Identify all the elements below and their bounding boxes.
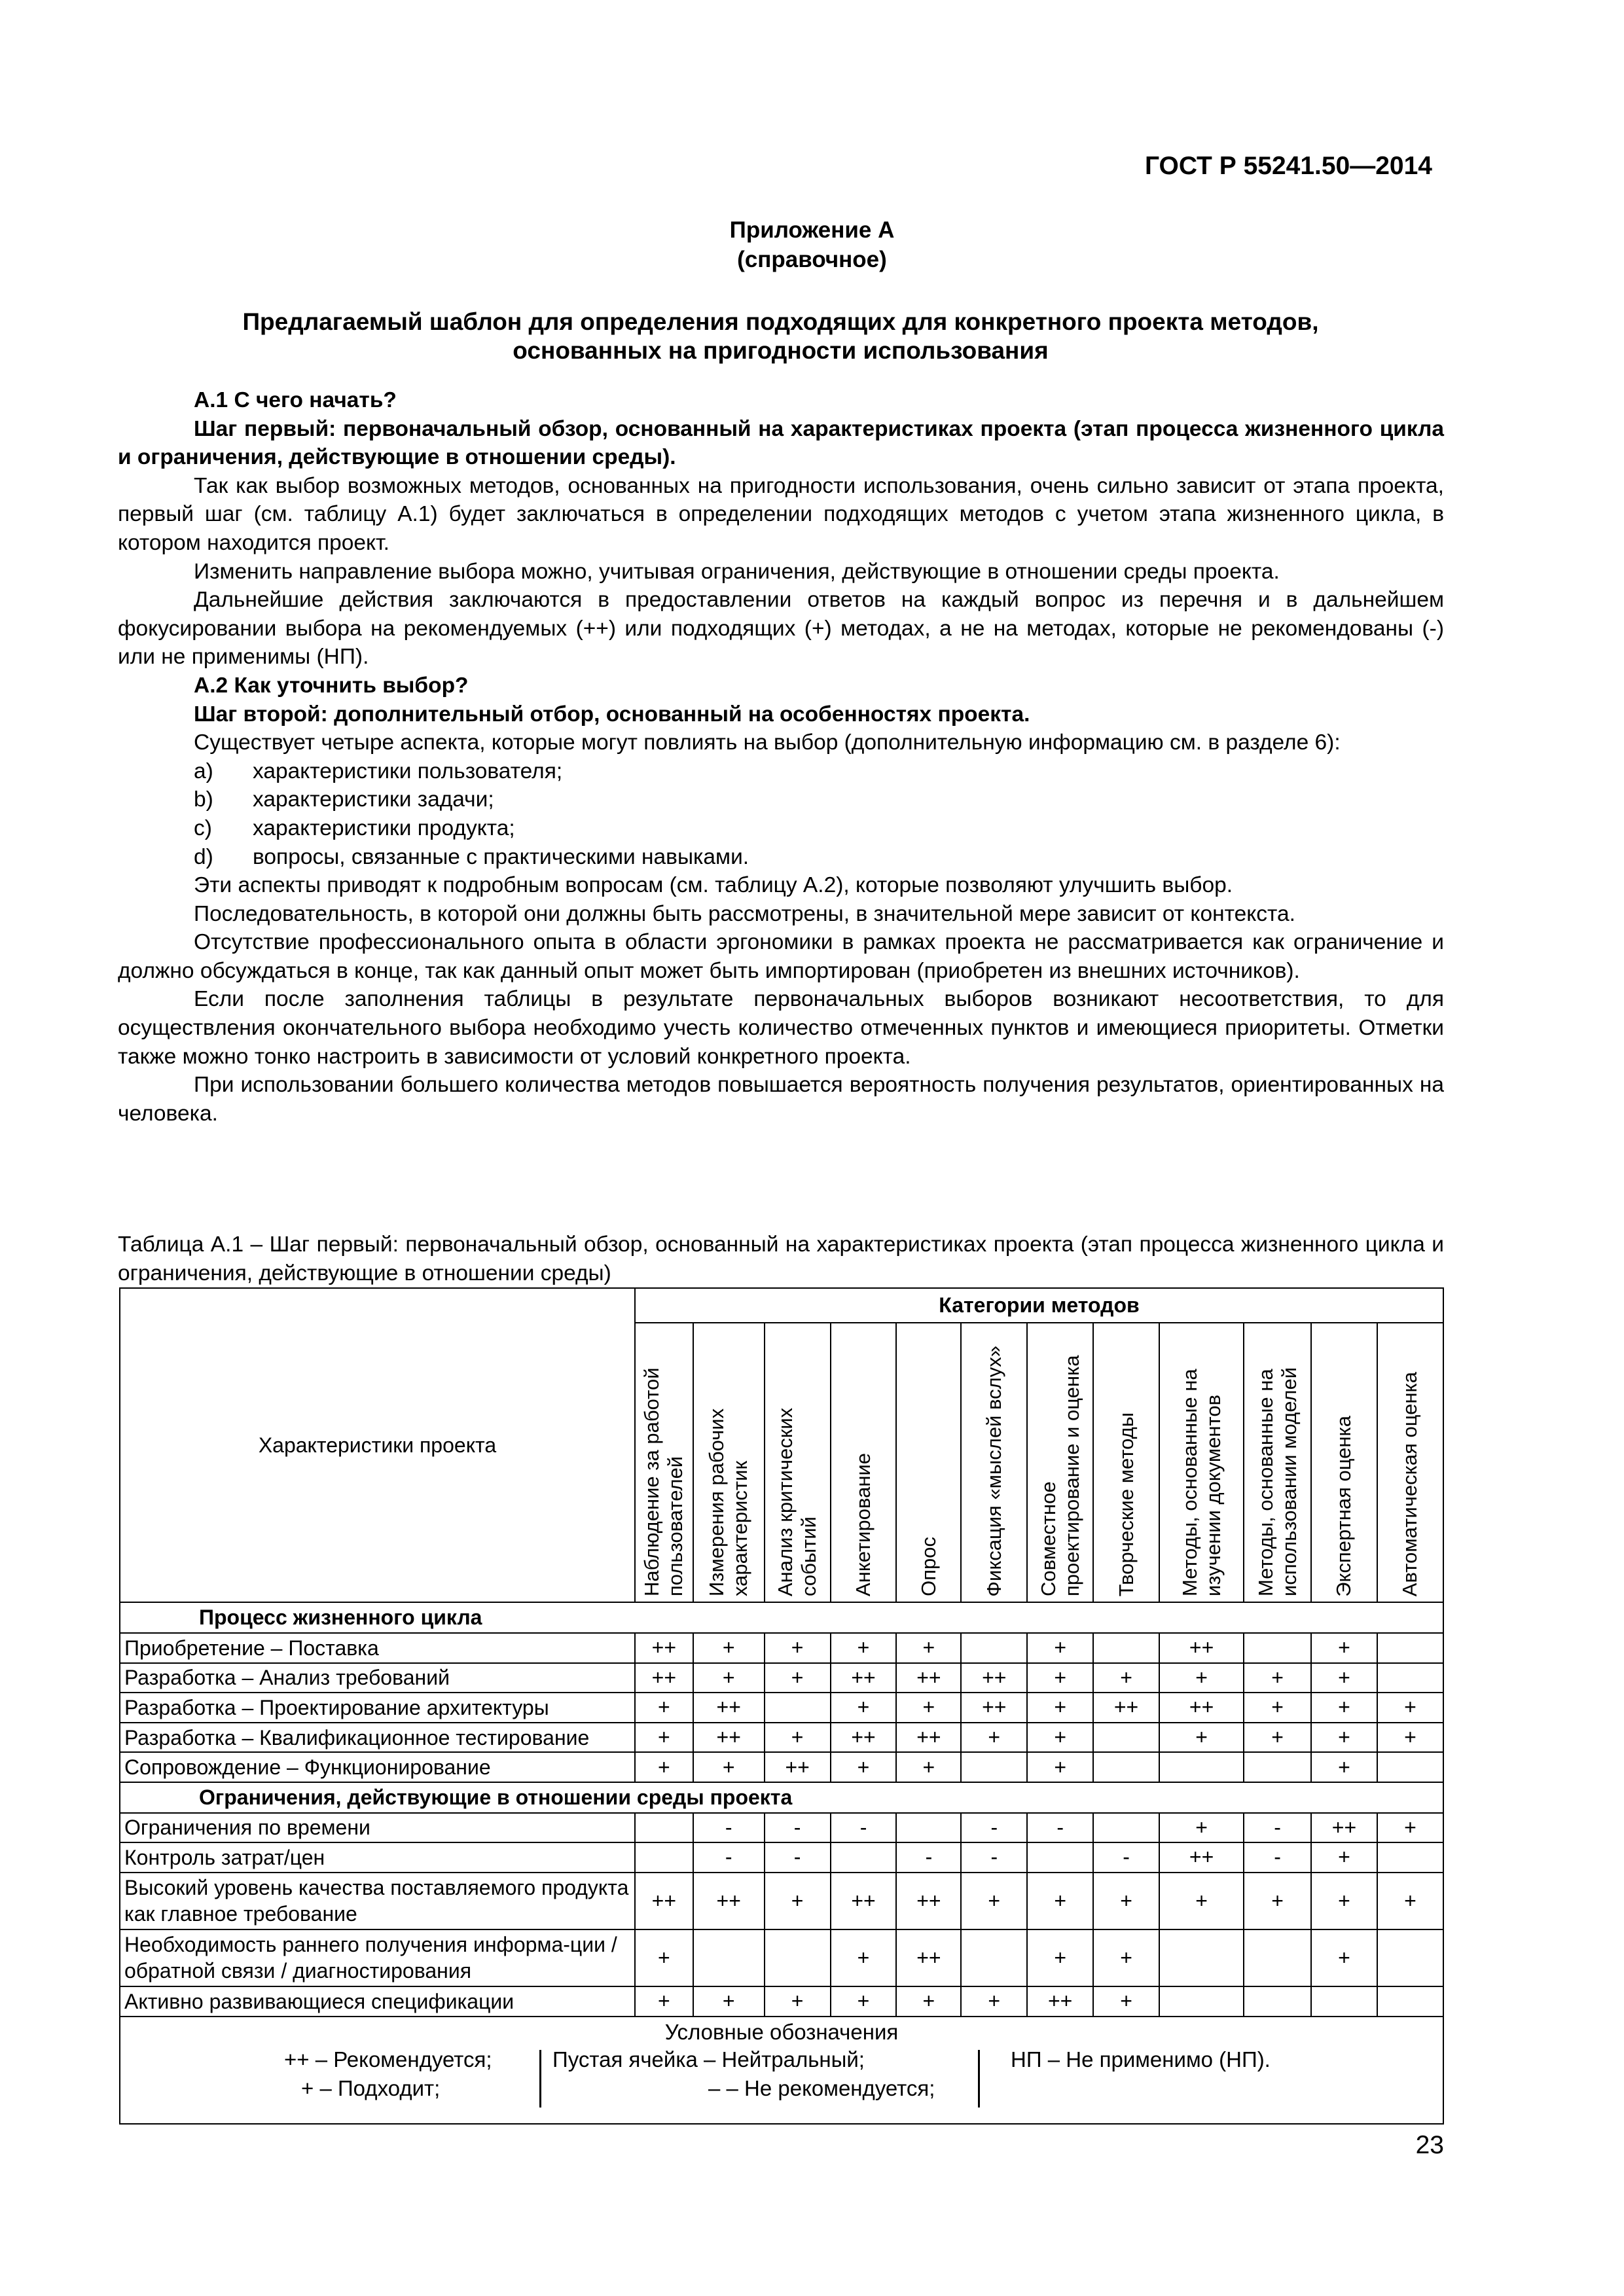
mark-cell: + [1027, 1752, 1093, 1782]
row-label: Сопровождение – Функционирование [120, 1752, 635, 1782]
mark-cell: ++ [693, 1873, 765, 1929]
mark-cell [765, 1929, 831, 1986]
method-categories-header: Категории методов [635, 1288, 1443, 1323]
table-caption: Таблица А.1 – Шаг первый: первоначальный обзор, основанный на характеристиках проекта (этап процесса жизненного цикла и ограничения, действующие в отношении среды) [118, 1232, 1444, 1285]
mark-cell: ++ [831, 1873, 897, 1929]
method-name: Методы, основанные на использовании моделей [1254, 1367, 1301, 1597]
mark-cell: ++ [635, 1633, 693, 1663]
mark-cell: + [961, 1873, 1027, 1929]
mark-cell: - [693, 1813, 765, 1843]
method-column-header [635, 1323, 693, 1603]
row-label: Активно развивающиеся спецификации [120, 1986, 635, 2017]
mark-cell: ++ [961, 1693, 1027, 1723]
project-characteristics-header: Характеристики проекта [120, 1288, 635, 1602]
method-name: Измерения рабочих характеристик [705, 1408, 752, 1597]
list-item [194, 814, 1444, 843]
mark-cell: ++ [1159, 1842, 1244, 1873]
method-name: Анкетирование [852, 1453, 875, 1597]
table-row [120, 1693, 1443, 1723]
table-row [120, 1633, 1443, 1663]
method-column-header [831, 1323, 897, 1603]
legend-title: Условные обозначения [664, 2019, 899, 2044]
row-label: Ограничения по времени [120, 1813, 635, 1843]
method-column-header [765, 1323, 831, 1603]
mark-cell: + [635, 1986, 693, 2017]
mark-cell: + [961, 1986, 1027, 2017]
mark-cell [1311, 1986, 1377, 2017]
methods-table [119, 1287, 1444, 2125]
mark-cell: + [831, 1986, 897, 2017]
mark-cell: + [1093, 1929, 1159, 1986]
method-column-header [1159, 1323, 1244, 1603]
table-row [120, 1723, 1443, 1753]
a1-paragraph-1: Так как выбор возможных методов, основанных на пригодности использования, очень сильно зависит от этапа проекта, первый шаг (см. таблицу А.1) будет заключаться в определении подходящих методов с учетом этапа жизненного цикла, в котором находится проект. [118, 473, 1444, 555]
mark-cell: ++ [693, 1723, 765, 1753]
method-name: Методы, основанные на изучении документов [1178, 1369, 1225, 1597]
mark-cell: + [1159, 1663, 1244, 1693]
mark-cell: + [896, 1633, 961, 1663]
mark-cell: + [1377, 1873, 1443, 1929]
row-label: Разработка – Проектирование архитектуры [120, 1693, 635, 1723]
legend-grid [120, 2045, 1443, 2117]
table-row [120, 1813, 1443, 1843]
mark-cell: + [765, 1723, 831, 1753]
mark-cell [1027, 1842, 1093, 1873]
mark-cell: ++ [961, 1663, 1027, 1693]
mark-cell: - [1244, 1842, 1311, 1873]
mark-cell: + [896, 1752, 961, 1782]
list-item [194, 843, 1444, 872]
mark-cell: + [1027, 1873, 1093, 1929]
mark-cell: + [1159, 1723, 1244, 1753]
mark-cell [831, 1842, 897, 1873]
mark-cell: ++ [896, 1723, 961, 1753]
method-column-header [1311, 1323, 1377, 1603]
mark-cell: + [1244, 1693, 1311, 1723]
mark-cell: - [831, 1813, 897, 1843]
legend-suitable: + – Подходит; [301, 2075, 441, 2100]
legend-divider [978, 2050, 980, 2108]
mark-cell [961, 1929, 1027, 1986]
mark-cell: ++ [765, 1752, 831, 1782]
section-header: Процесс жизненного цикла [120, 1602, 1443, 1633]
a2-paragraph-6: При использовании большего количества методов повышается вероятность получения результатов, ориентированных на человека. [118, 1073, 1444, 1126]
mark-cell [1244, 1986, 1311, 2017]
list-marker: b) [194, 787, 213, 812]
method-name: Анализ критических событий [774, 1408, 821, 1597]
mark-cell: + [1311, 1842, 1377, 1873]
mark-cell: + [693, 1986, 765, 2017]
mark-cell: + [635, 1929, 693, 1986]
row-label: Необходимость раннего получения информа-ции / обратной связи / диагностирования [120, 1929, 635, 1986]
mark-cell: - [961, 1842, 1027, 1873]
mark-cell: + [1377, 1723, 1443, 1753]
mark-cell [1159, 1929, 1244, 1986]
mark-cell [1377, 1633, 1443, 1663]
mark-cell: + [831, 1752, 897, 1782]
method-column-header [1377, 1323, 1443, 1603]
mark-cell [1159, 1986, 1244, 2017]
mark-cell [896, 1813, 961, 1843]
row-label: Разработка – Квалификационное тестирование [120, 1723, 635, 1753]
table-row [120, 1842, 1443, 1873]
mark-cell [1244, 1633, 1311, 1663]
mark-cell: + [693, 1752, 765, 1782]
list-item [194, 757, 1444, 786]
mark-cell: + [1311, 1873, 1377, 1929]
mark-cell: ++ [693, 1693, 765, 1723]
mark-cell: ++ [896, 1873, 961, 1929]
mark-cell: ++ [1093, 1693, 1159, 1723]
mark-cell [1377, 1842, 1443, 1873]
mark-cell: ++ [1159, 1693, 1244, 1723]
mark-cell [693, 1929, 765, 1986]
mark-cell [765, 1693, 831, 1723]
legend-recommended: ++ – Рекомендуется; [284, 2047, 492, 2072]
mark-cell: + [1311, 1752, 1377, 1782]
method-column-header [896, 1323, 961, 1603]
main-title-line-2: основанных на пригодности использования [513, 337, 1049, 364]
method-name: Опрос [916, 1537, 940, 1597]
list-marker: c) [194, 816, 212, 840]
method-name: Экспертная оценка [1332, 1415, 1356, 1597]
mark-cell: ++ [831, 1663, 897, 1693]
table-row [120, 1873, 1443, 1929]
list-text: вопросы, связанные с практическими навыками. [253, 844, 749, 869]
a2-paragraph-5: Если после заполнения таблицы в результате первоначальных выборов возникают несоответствия, то для осуществления окончательного выбора необходимо учесть количество отмеченных пунктов и имеющиеся приоритеты. Отметки также можно тонко настроить в зависимости от условий конкретного проекта. [118, 987, 1444, 1069]
mark-cell [1377, 1752, 1443, 1782]
row-label: Разработка – Анализ требований [120, 1663, 635, 1693]
mark-cell: + [896, 1986, 961, 2017]
mark-cell: ++ [635, 1873, 693, 1929]
mark-cell: + [896, 1693, 961, 1723]
mark-cell: + [1311, 1693, 1377, 1723]
mark-cell: + [1377, 1693, 1443, 1723]
row-label: Приобретение – Поставка [120, 1633, 635, 1663]
list-text: характеристики пользователя; [253, 759, 563, 783]
method-column-header [1244, 1323, 1311, 1603]
mark-cell: ++ [1027, 1986, 1093, 2017]
legend-neutral: Пустая ячейка – Нейтральный; [552, 2047, 865, 2072]
section-header: Ограничения, действующие в отношении среды проекта [120, 1782, 1443, 1813]
mark-cell [1377, 1986, 1443, 2017]
mark-cell [1093, 1723, 1159, 1753]
mark-cell: + [693, 1663, 765, 1693]
mark-cell: + [831, 1633, 897, 1663]
mark-cell [1093, 1633, 1159, 1663]
legend-not-applicable: НП – Не применимо (НП). [1011, 2047, 1271, 2072]
method-column-header [693, 1323, 765, 1603]
a1-paragraph-3: Дальнейшие действия заключаются в предоставлении ответов на каждый вопрос из перечня и в дальнейшем фокусировании выбора на рекомендуемых (++) или подходящих (+) методах, а не на методах, которые не рекомендованы (-) или не применимы (НП). [118, 588, 1444, 670]
document-id: ГОСТ Р 55241.50—2014 [1144, 152, 1432, 180]
legend-divider [539, 2050, 541, 2108]
mark-cell: - [896, 1842, 961, 1873]
legend [120, 2017, 1443, 2124]
mark-cell: - [1027, 1813, 1093, 1843]
mark-cell: + [765, 1873, 831, 1929]
mark-cell: + [1244, 1723, 1311, 1753]
mark-cell [961, 1633, 1027, 1663]
a2-paragraph-1: Существует четыре аспекта, которые могут повлиять на выбор (дополнительную информацию см. в разделе 6): [194, 730, 1341, 755]
mark-cell: + [1027, 1929, 1093, 1986]
method-column-header [1093, 1323, 1159, 1603]
mark-cell [1159, 1752, 1244, 1782]
mark-cell: - [765, 1842, 831, 1873]
mark-cell: ++ [896, 1929, 961, 1986]
a1-step: Шаг первый: первоначальный обзор, основанный на характеристиках проекта (этап процесса жизненного цикла и ограничения, действующие в отношении среды). [118, 416, 1444, 470]
method-column-header [961, 1323, 1027, 1603]
table-row [120, 1986, 1443, 2017]
mark-cell: + [1311, 1663, 1377, 1693]
mark-cell: ++ [635, 1663, 693, 1693]
mark-cell [1244, 1929, 1311, 1986]
mark-cell: + [1027, 1633, 1093, 1663]
list-text: характеристики продукта; [253, 816, 515, 840]
method-name: Наблюдение за работой пользователей [640, 1367, 687, 1597]
mark-cell: + [765, 1986, 831, 2017]
mark-cell [635, 1842, 693, 1873]
mark-cell [1093, 1813, 1159, 1843]
mark-cell: - [693, 1842, 765, 1873]
list-marker: d) [194, 844, 213, 869]
mark-cell: + [1027, 1723, 1093, 1753]
appendix-title: Приложение А [729, 217, 895, 243]
a2-paragraph-2: Эти аспекты приводят к подробным вопросам (см. таблицу А.2), которые позволяют улучшить выбор. [194, 873, 1233, 898]
table-row [120, 1663, 1443, 1693]
mark-cell: - [1093, 1842, 1159, 1873]
mark-cell: + [765, 1663, 831, 1693]
mark-cell: + [1244, 1873, 1311, 1929]
mark-cell: + [1093, 1873, 1159, 1929]
list-marker: a) [194, 759, 213, 783]
mark-cell: ++ [1311, 1813, 1377, 1843]
table-row [120, 1752, 1443, 1782]
method-name: Творческие методы [1114, 1412, 1138, 1597]
mark-cell: ++ [1159, 1633, 1244, 1663]
page-number: 23 [1415, 2131, 1444, 2159]
mark-cell: + [831, 1929, 897, 1986]
a2-step: Шаг второй: дополнительный отбор, основанный на особенностях проекта. [194, 702, 1030, 726]
mark-cell: - [1244, 1813, 1311, 1843]
a1-heading: А.1 С чего начать? [194, 388, 397, 412]
method-name: Фиксация «мыслей вслух» [982, 1345, 1005, 1597]
table-row [120, 1929, 1443, 1986]
mark-cell [1377, 1929, 1443, 1986]
mark-cell: + [635, 1752, 693, 1782]
list-text: характеристики задачи; [253, 787, 494, 812]
mark-cell: + [1159, 1813, 1244, 1843]
a2-heading: А.2 Как уточнить выбор? [194, 673, 469, 698]
body-text [118, 386, 1444, 1128]
appendix-subtitle: (справочное) [737, 247, 887, 272]
mark-cell: + [1311, 1633, 1377, 1663]
mark-cell: ++ [896, 1663, 961, 1693]
mark-cell: + [1093, 1986, 1159, 2017]
mark-cell [1377, 1663, 1443, 1693]
mark-cell: - [765, 1813, 831, 1843]
main-title [118, 308, 1443, 365]
mark-cell: ++ [831, 1723, 897, 1753]
mark-cell: - [961, 1813, 1027, 1843]
mark-cell: + [635, 1693, 693, 1723]
mark-cell: + [831, 1693, 897, 1723]
list-item [194, 785, 1444, 814]
a2-paragraph-4: Отсутствие профессионального опыта в области эргономики в рамках проекта не рассматривается как ограничение и должно обсуждаться в конце, так как данный опыт может быть импортирован (приобретен из внешних источников). [118, 930, 1444, 983]
method-column-header [1027, 1323, 1093, 1603]
legend-not-recommended: – – Не рекомендуется; [708, 2075, 935, 2100]
a1-paragraph-2: Изменить направление выбора можно, учитывая ограничения, действующие в отношении среды проекта. [194, 559, 1280, 584]
mark-cell: + [1027, 1663, 1093, 1693]
mark-cell: + [961, 1723, 1027, 1753]
mark-cell: + [1244, 1663, 1311, 1693]
mark-cell [1093, 1752, 1159, 1782]
mark-cell: + [1159, 1873, 1244, 1929]
main-title-line-1: Предлагаемый шаблон для определения подходящих для конкретного проекта методов, [242, 308, 1319, 335]
a2-paragraph-3: Последовательность, в которой они должны быть рассмотрены, в значительной мере зависит от контекста. [194, 901, 1295, 926]
mark-cell: + [635, 1723, 693, 1753]
row-label: Высокий уровень качества поставляемого продукта как главное требование [120, 1873, 635, 1929]
mark-cell: + [765, 1633, 831, 1663]
mark-cell [1244, 1752, 1311, 1782]
mark-cell: + [1311, 1929, 1377, 1986]
mark-cell: + [693, 1633, 765, 1663]
mark-cell [635, 1813, 693, 1843]
mark-cell: + [1377, 1813, 1443, 1843]
mark-cell: + [1311, 1723, 1377, 1753]
row-label: Контроль затрат/цен [120, 1842, 635, 1873]
mark-cell [961, 1752, 1027, 1782]
mark-cell: + [1093, 1663, 1159, 1693]
mark-cell: + [1027, 1693, 1093, 1723]
method-name: Совместное проектирование и оценка [1036, 1355, 1083, 1597]
method-name: Автоматическая оценка [1398, 1372, 1422, 1597]
